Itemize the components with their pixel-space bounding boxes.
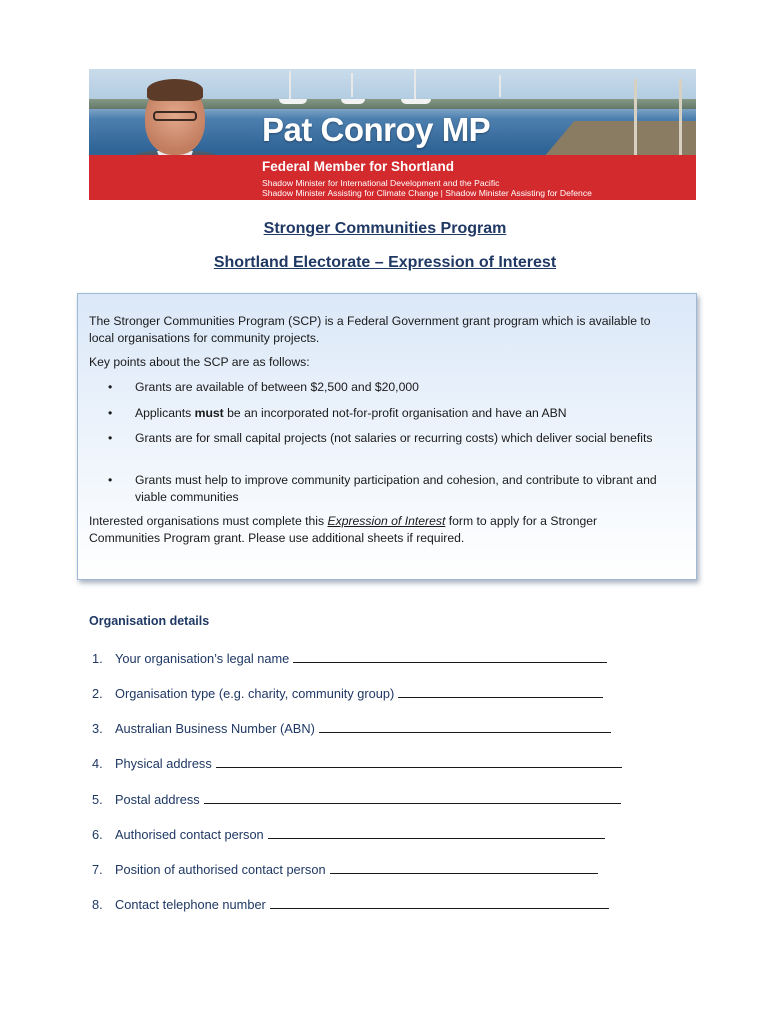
bullet-icon: • [108,431,113,445]
jetty-post [679,79,682,159]
intro-paragraph: The Stronger Communities Program (SCP) is a Federal Government grant program which is available to local organisations for community projects. [89,314,651,345]
closing-text-emphasis: Expression of Interest [327,514,446,528]
bullet-text: Grants must help to improve community participation and cohesion, and contribute to vibrant and viable communities [135,473,657,504]
form-field-contact-person [92,825,605,842]
program-title: Stronger Communities Program [263,220,507,237]
boat-mast [499,75,501,97]
boat-mast [351,73,353,97]
field-number: 2. [92,686,103,701]
bullet-text-emphasis: must [194,406,224,420]
contact-position-input-line[interactable] [330,860,598,874]
bullet-text-post: be an incorporated not-for-profit organisation and have an ABN [223,406,567,420]
field-number: 3. [92,721,103,736]
organisation-type-input-line[interactable] [398,684,603,698]
form-field-postal-address [92,790,621,807]
closing-text-pre: Interested organisations must complete this [89,514,328,528]
organisation-details-heading: Organisation details [89,614,210,628]
form-field-physical-address [92,754,622,771]
form-field-contact-position [92,860,598,877]
boat-hull [341,99,365,104]
legal-name-input-line[interactable] [293,649,607,663]
field-label: Organisation type (e.g. charity, community group) [115,686,395,701]
closing-text-post: form to apply for a Stronger Communities Program grant. Please use additional sheets if required. [89,514,598,545]
program-info-box [77,293,697,580]
field-label: Contact telephone number [115,897,266,912]
member-role: Federal Member for Shortland [262,159,455,174]
bullet-text: Grants are for small capital projects (not salaries or recurring costs) which deliver social benefits [135,431,653,445]
form-field-telephone [92,895,609,912]
bullet-text [135,405,675,422]
key-points-label: Key points about the SCP are as follows: [89,355,310,369]
electorate-title: Shortland Electorate – Expression of Interest [213,254,557,271]
contact-person-input-line[interactable] [268,825,605,839]
bullet-icon: • [108,406,113,420]
portrait-hair [147,79,203,101]
field-label: Authorised contact person [115,827,264,842]
form-field-abn [92,719,611,736]
header-banner [89,69,696,200]
boat-mast [289,71,291,99]
boat-hull [401,99,431,104]
jetty-post [634,79,637,159]
boat-hull [279,99,307,104]
physical-address-input-line[interactable] [216,754,622,768]
telephone-input-line[interactable] [270,895,609,909]
form-field-legal-name [92,649,607,666]
abn-input-line[interactable] [319,719,611,733]
form-field-organisation-type [92,684,603,701]
bullet-text-pre: Applicants [135,406,195,420]
closing-paragraph [89,513,669,547]
field-number: 8. [92,897,103,912]
member-portfolio-line-1: Shadow Minister for International Development and the Pacific [262,178,500,188]
member-name: Pat Conroy MP [262,111,491,148]
portrait-glasses [153,111,197,121]
field-label: Australian Business Number (ABN) [115,721,315,736]
field-number: 4. [92,756,103,771]
member-portfolio-line-2: Shadow Minister Assisting for Climate Change | Shadow Minister Assisting for Defence [262,188,592,198]
field-label: Your organisation’s legal name [115,651,290,666]
boat-mast [414,69,416,99]
bullet-icon: • [108,380,113,394]
field-number: 1. [92,651,103,666]
postal-address-input-line[interactable] [204,790,621,804]
field-label: Physical address [115,756,212,771]
field-label: Postal address [115,792,200,807]
bullet-text: Grants are available of between $2,500 and $20,000 [135,380,419,394]
field-number: 7. [92,862,103,877]
field-label: Position of authorised contact person [115,862,326,877]
bullet-icon: • [108,473,113,487]
field-number: 5. [92,792,103,807]
field-number: 6. [92,827,103,842]
